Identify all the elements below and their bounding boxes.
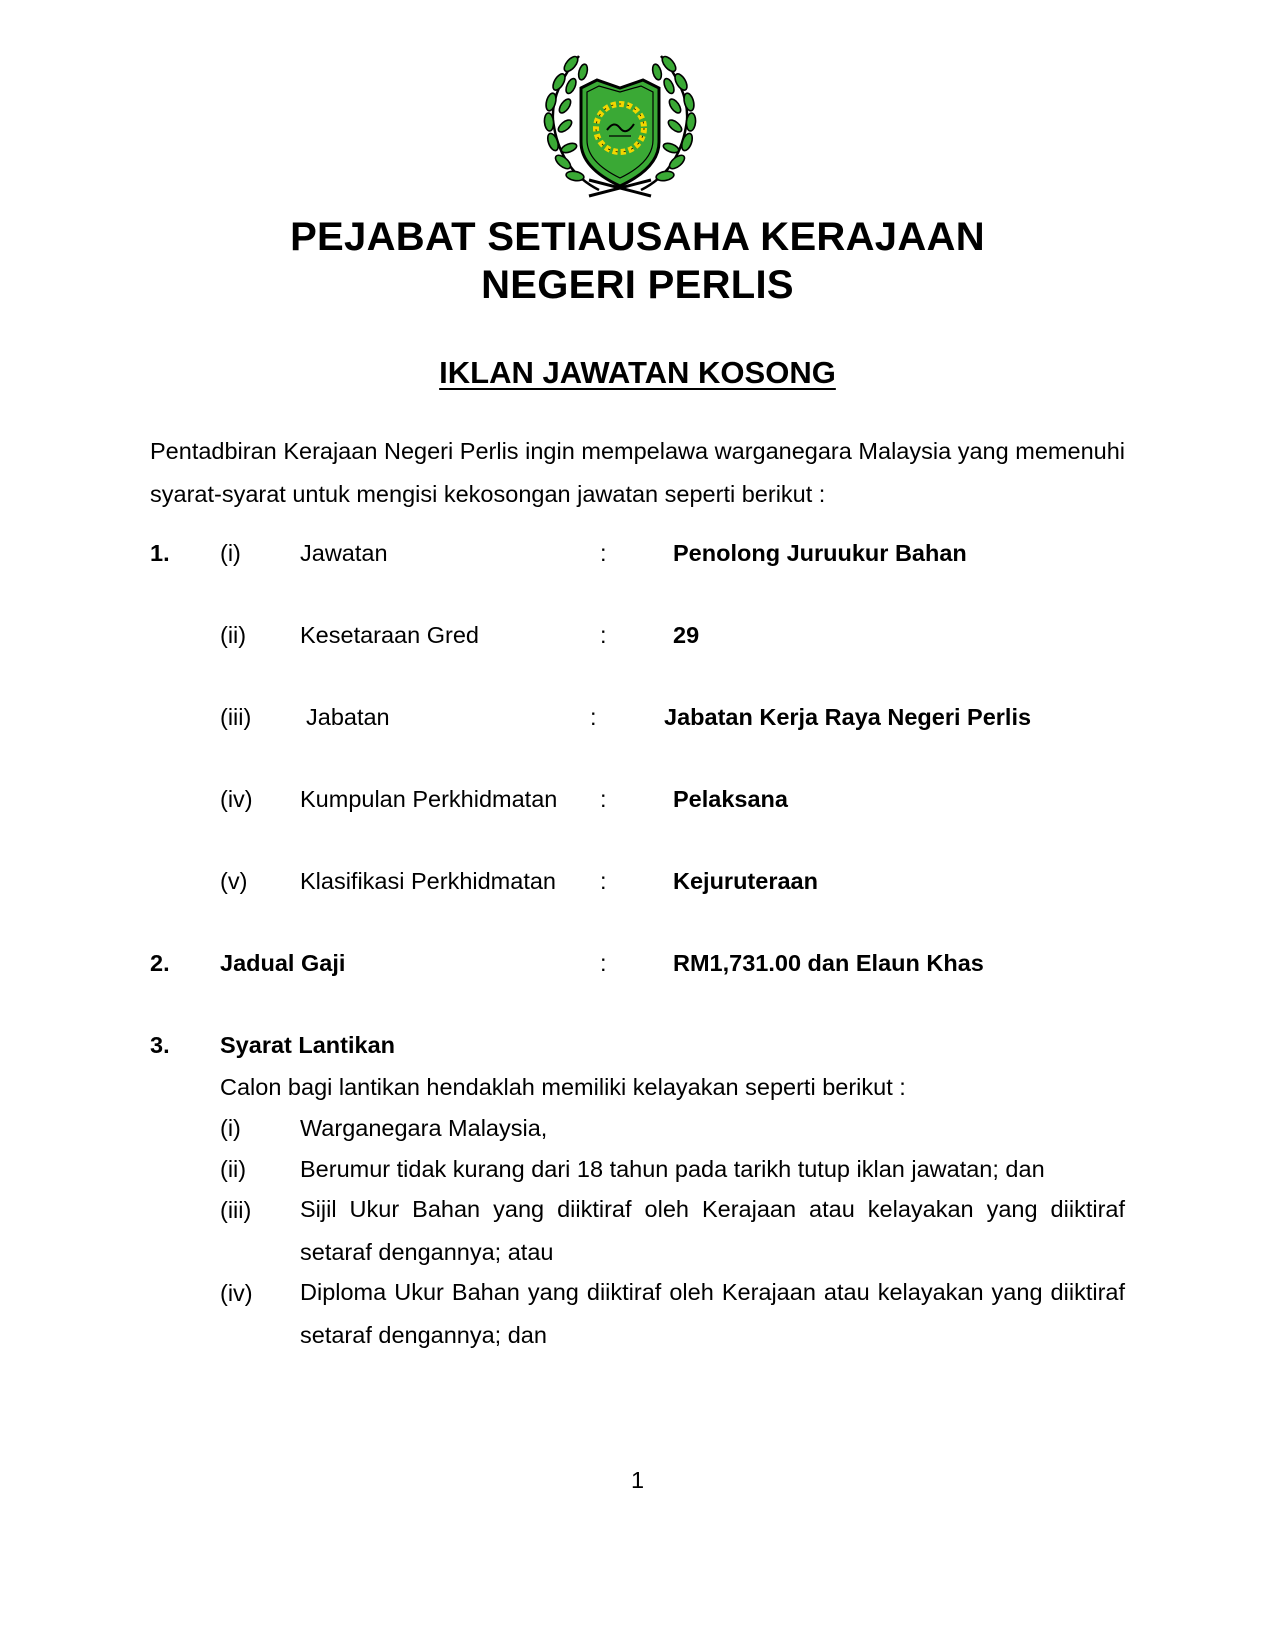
item-roman: (v) xyxy=(220,868,248,894)
item-colon: : xyxy=(600,540,607,566)
salary-value: RM1,731.00 dan Elaun Khas xyxy=(673,950,984,976)
salary-label: Jadual Gaji xyxy=(220,950,346,976)
item-label: Jawatan xyxy=(300,540,388,566)
item-value: Pelaksana xyxy=(673,786,788,812)
item-value: Kejuruteraan xyxy=(673,868,818,894)
intro-paragraph: Pentadbiran Kerajaan Negeri Perlis ingin mempelawa warganegara Malaysia yang memenuhi syarat-syarat untuk mengisi kekosongan jawatan seperti berikut : xyxy=(150,438,1125,507)
item-colon: : xyxy=(600,868,607,894)
item-roman: (ii) xyxy=(220,622,247,648)
requirement-text: Warganegara Malaysia, xyxy=(300,1115,548,1141)
section-number: 2. xyxy=(150,950,170,976)
office-title-line2: NEGERI PERLIS xyxy=(481,263,794,307)
item-label: Klasifikasi Perkhidmatan xyxy=(300,868,556,894)
item-value: Penolong Juruukur Bahan xyxy=(673,540,967,566)
advertisement-title xyxy=(0,354,1275,392)
item-roman: (i) xyxy=(220,540,241,566)
requirement-roman: (i) xyxy=(220,1115,241,1141)
requirement-text: Berumur tidak kurang dari 18 tahun pada tarikh tutup iklan jawatan; dan xyxy=(300,1156,1045,1182)
section-number: 3. xyxy=(150,1032,170,1058)
salary-colon: : xyxy=(600,950,607,976)
requirements-lead: Calon bagi lantikan hendaklah memiliki kelayakan seperti berikut : xyxy=(220,1074,906,1100)
perlis-state-crest-icon xyxy=(539,50,701,200)
item-colon: : xyxy=(600,786,607,812)
requirement-roman: (iii) xyxy=(220,1197,252,1223)
requirement-text: Diploma Ukur Bahan yang diiktiraf oleh Kerajaan atau kelayakan yang diiktiraf setaraf dengannya; dan xyxy=(300,1279,1125,1348)
requirement-roman: (ii) xyxy=(220,1156,247,1182)
item-label: Jabatan xyxy=(306,704,390,730)
item-value: Jabatan Kerja Raya Negeri Perlis xyxy=(664,704,1032,730)
page-number: 1 xyxy=(630,1467,645,1493)
item-colon: : xyxy=(590,704,597,730)
item-label: Kesetaraan Gred xyxy=(300,622,479,648)
item-roman: (iv) xyxy=(220,786,253,812)
item-value: 29 xyxy=(673,622,700,648)
advertisement-title-text: IKLAN JAWATAN KOSONG xyxy=(439,355,836,390)
item-label: Kumpulan Perkhidmatan xyxy=(300,786,558,812)
requirement-roman: (iv) xyxy=(220,1280,253,1306)
item-colon: : xyxy=(600,622,607,648)
requirement-text: Sijil Ukur Bahan yang diiktiraf oleh Kerajaan atau kelayakan yang diiktiraf setaraf dengannya; atau xyxy=(300,1196,1125,1265)
office-title-line1: PEJABAT SETIAUSAHA KERAJAAN xyxy=(290,215,985,259)
requirements-heading: Syarat Lantikan xyxy=(220,1032,396,1058)
section-number: 1. xyxy=(150,540,170,566)
item-roman: (iii) xyxy=(220,704,252,730)
